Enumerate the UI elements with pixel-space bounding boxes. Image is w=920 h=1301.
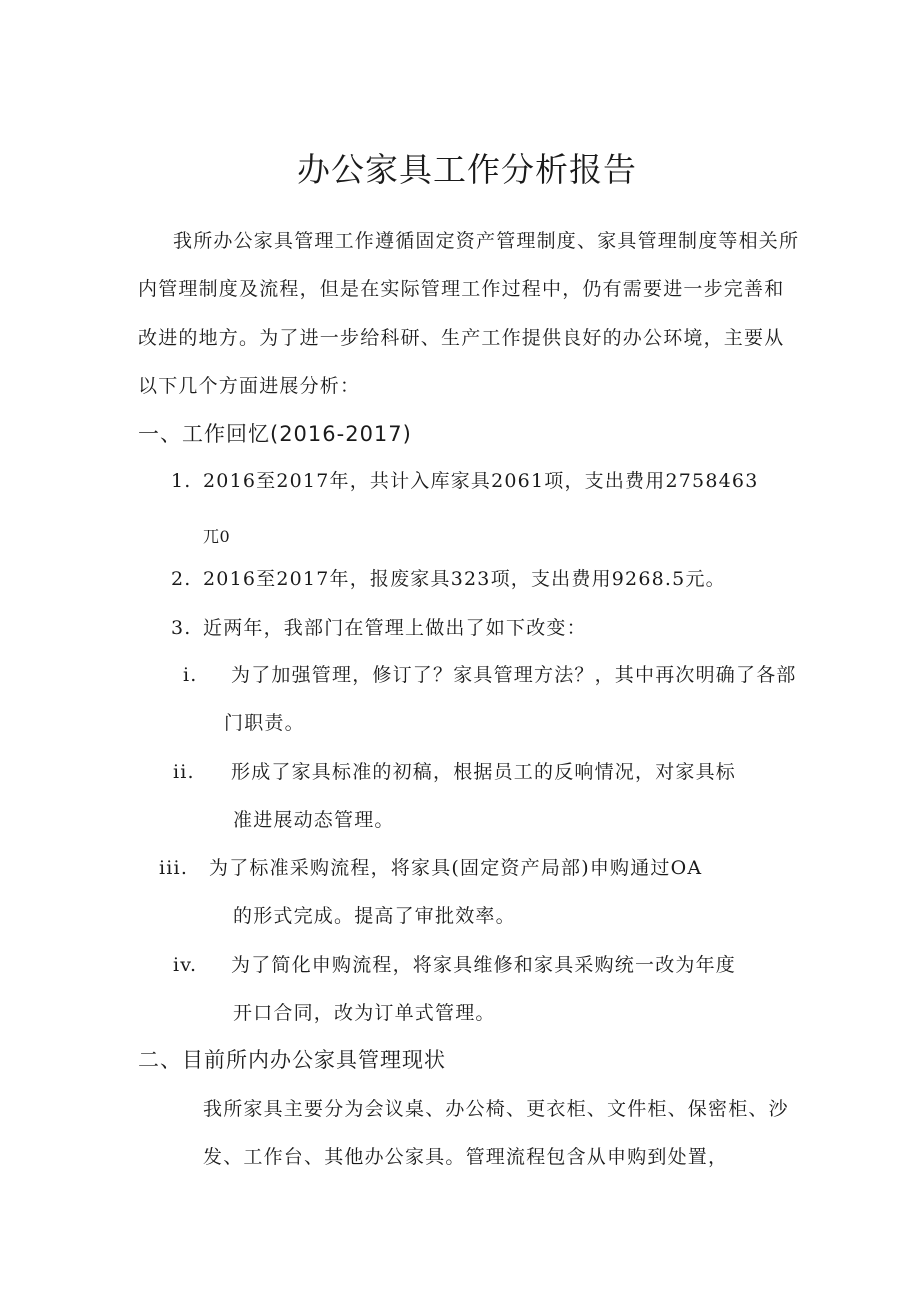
subitem-iii-line-2: 的形式完成。提高了审批效率。 xyxy=(233,905,516,927)
subitem-iv-line-1: 为了简化申购流程，将家具维修和家具采购统一改为年度 xyxy=(231,954,737,976)
subitem-ii-line-1: 形成了家具标准的初稿，根据员工的反响情况，对家具标 xyxy=(231,761,737,783)
item-1-marker: 1. xyxy=(171,470,192,492)
section-2-heading: 二、目前所内办公家具管理现状 xyxy=(138,1048,446,1072)
subitem-iii-marker: iii. xyxy=(159,857,189,879)
section-2-line-2: 发、工作台、其他办公家具。管理流程包含从申购到处置， xyxy=(203,1146,729,1168)
item-1-line-1: 2016至2017年，共计入库家具2061项，支出费用2758463 xyxy=(203,470,759,492)
section-1-heading: 一、工作回忆(2016-2017) xyxy=(138,422,412,446)
section-2-line-1: 我所家具主要分为会议桌、办公椅、更衣柜、文件柜、保密柜、沙 xyxy=(203,1098,789,1120)
item-3-marker: 3. xyxy=(171,617,192,639)
item-2-line-1: 2016至2017年，报废家具323项，支出费用9268.5元。 xyxy=(203,568,726,590)
item-1-line-2: 兀0 xyxy=(203,527,231,546)
document-title: 办公家具工作分析报告 xyxy=(297,150,637,189)
intro-line-1: 我所办公家具管理工作遵循固定资产管理制度、家具管理制度等相关所 xyxy=(173,230,800,252)
subitem-iv-line-2: 开口合同，改为订单式管理。 xyxy=(233,1002,496,1024)
intro-line-4: 以下几个方面进展分析： xyxy=(138,375,361,397)
subitem-ii-marker: ii. xyxy=(173,761,195,783)
subitem-i-line-1: 为了加强管理，修订了？家具管理方法？，其中再次明确了各部 xyxy=(231,664,797,686)
intro-line-2: 内管理制度及流程，但是在实际管理工作过程中，仍有需要进一步完善和 xyxy=(138,278,785,300)
subitem-i-line-2: 门职责。 xyxy=(224,712,305,734)
intro-line-3: 改进的地方。为了进一步给科研、生产工作提供良好的办公环境，主要从 xyxy=(138,327,785,349)
subitem-iii-line-1: 为了标准采购流程，将家具(固定资产局部)申购通过OA xyxy=(209,857,703,879)
subitem-iv-marker: iv. xyxy=(173,954,198,976)
item-3-line-1: 近两年，我部门在管理上做出了如下改变： xyxy=(203,617,587,639)
subitem-i-marker: i. xyxy=(183,664,198,686)
item-2-marker: 2. xyxy=(171,568,192,590)
subitem-ii-line-2: 准进展动态管理。 xyxy=(233,809,395,831)
